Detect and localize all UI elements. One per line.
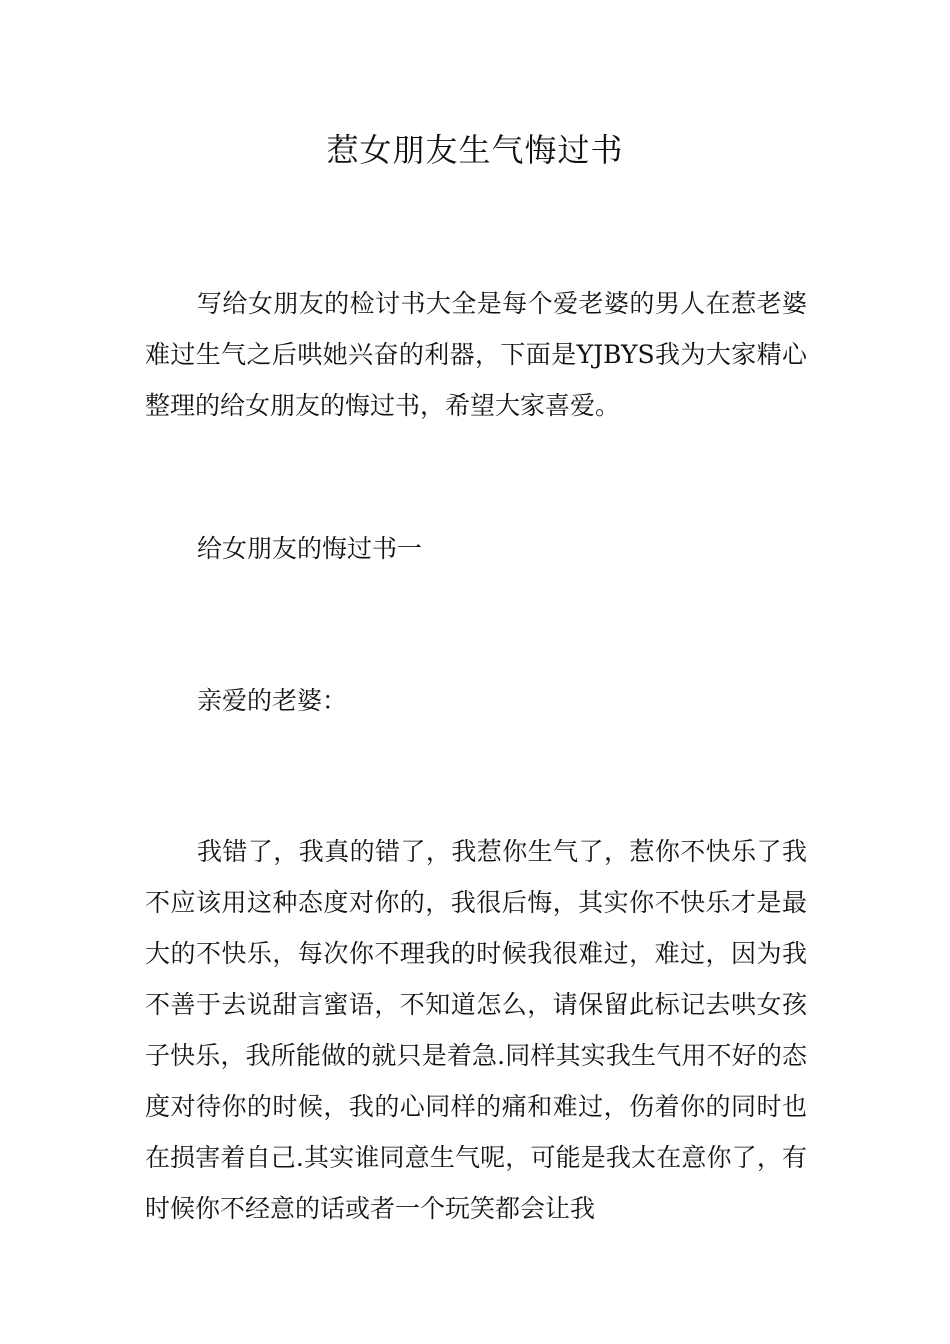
body-paragraph: 我错了，我真的错了，我惹你生气了，惹你不快乐了我不应该用这种态度对你的，我很后悔，其实你不快乐才是最大的不快乐，每次你不理我的时候我很难过，难过，因为我不善于去说甜言蜜语，不知道怎么，请保留此标记去哄女孩子快乐，我所能做的就只是着急.同样其实我生气用不好的态度对待你的时候，我的心同样的痛和难过，伤着你的同时也在损害着自己.其实谁同意生气呢，可能是我太在意你了，有时候你不经意的话或者一个玩笑都会让我 (145, 837, 807, 1223)
intro-paragraph: 写给女朋友的检讨书大全是每个爱老婆的男人在惹老婆难过生气之后哄她兴奋的利器，下面是YJBYS我为大家精心整理的给女朋友的悔过书，希望大家喜爱。 (145, 289, 807, 420)
section-heading: 给女朋友的悔过书一 (197, 534, 423, 563)
salutation: 亲爱的老婆： (197, 686, 348, 715)
document-title: 惹女朋友生气悔过书 (326, 131, 624, 169)
